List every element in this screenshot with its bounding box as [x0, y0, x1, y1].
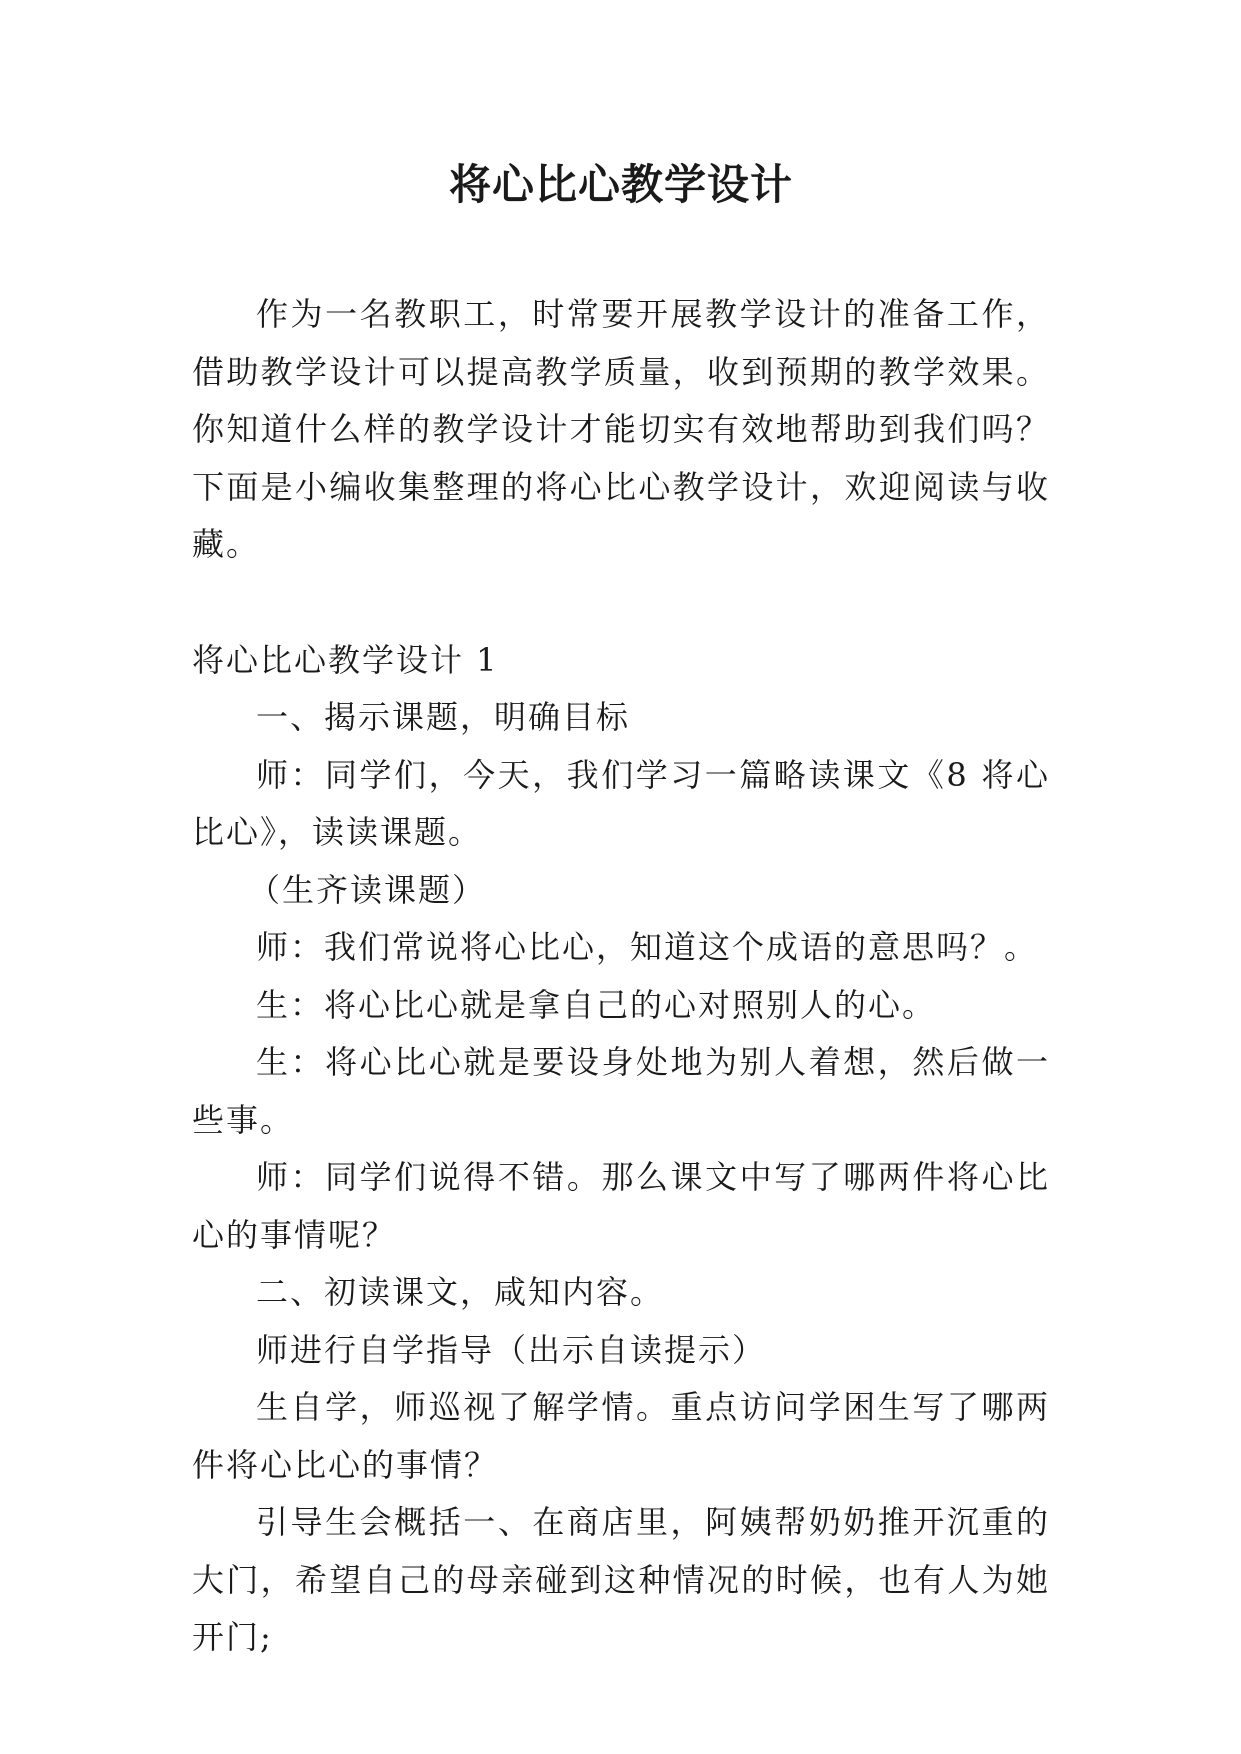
body-paragraph: 师：我们常说将心比心，知道这个成语的意思吗？。	[256, 928, 1039, 966]
body-paragraph: 引导生会概括一、在商店里，阿姨帮奶奶推开沉重的大门，希望自己的母亲碰到这种情况的时候，也有人为她开门;	[192, 1503, 1050, 1656]
body-paragraph: 二、初读课文，咸知内容。	[256, 1273, 665, 1311]
body-paragraph: （生齐读课题）	[248, 870, 487, 909]
document-body	[192, 286, 1050, 1667]
body-paragraph: 师：同学们，今天，我们学习一篇略读课文《8 将心比心》，读读课题。	[192, 755, 1050, 851]
document-title: 将心比心教学设计	[448, 160, 793, 209]
body-paragraph: 生：将心比心就是拿自己的心对照别人的心。	[256, 985, 937, 1024]
body-paragraph: 一、揭示课题，明确目标	[256, 698, 631, 736]
body-paragraph: 师：同学们说得不错。那么课文中写了哪两件将心比心的事情呢？	[192, 1158, 1050, 1254]
body-paragraph: 生自学，师巡视了解学情。重点访问学困生写了哪两件将心比心的事情？	[192, 1388, 1050, 1484]
paragraph-gap	[192, 574, 1050, 632]
intro-paragraph: 作为一名教职工，时常要开展教学设计的准备工作，借助教学设计可以提高教学质量，收到预期的教学效果。你知道什么样的教学设计才能切实有效地帮助到我们吗？下面是小编收集整理的将心比心教学设计，欢迎阅读与收藏。	[192, 295, 1050, 563]
body-paragraph: 生：将心比心就是要设身处地为别人着想，然后做一些事。	[192, 1043, 1050, 1139]
body-paragraph: 师进行自学指导（出示自读提示）	[256, 1330, 767, 1369]
section-title: 将心比心教学设计 1	[192, 640, 499, 679]
